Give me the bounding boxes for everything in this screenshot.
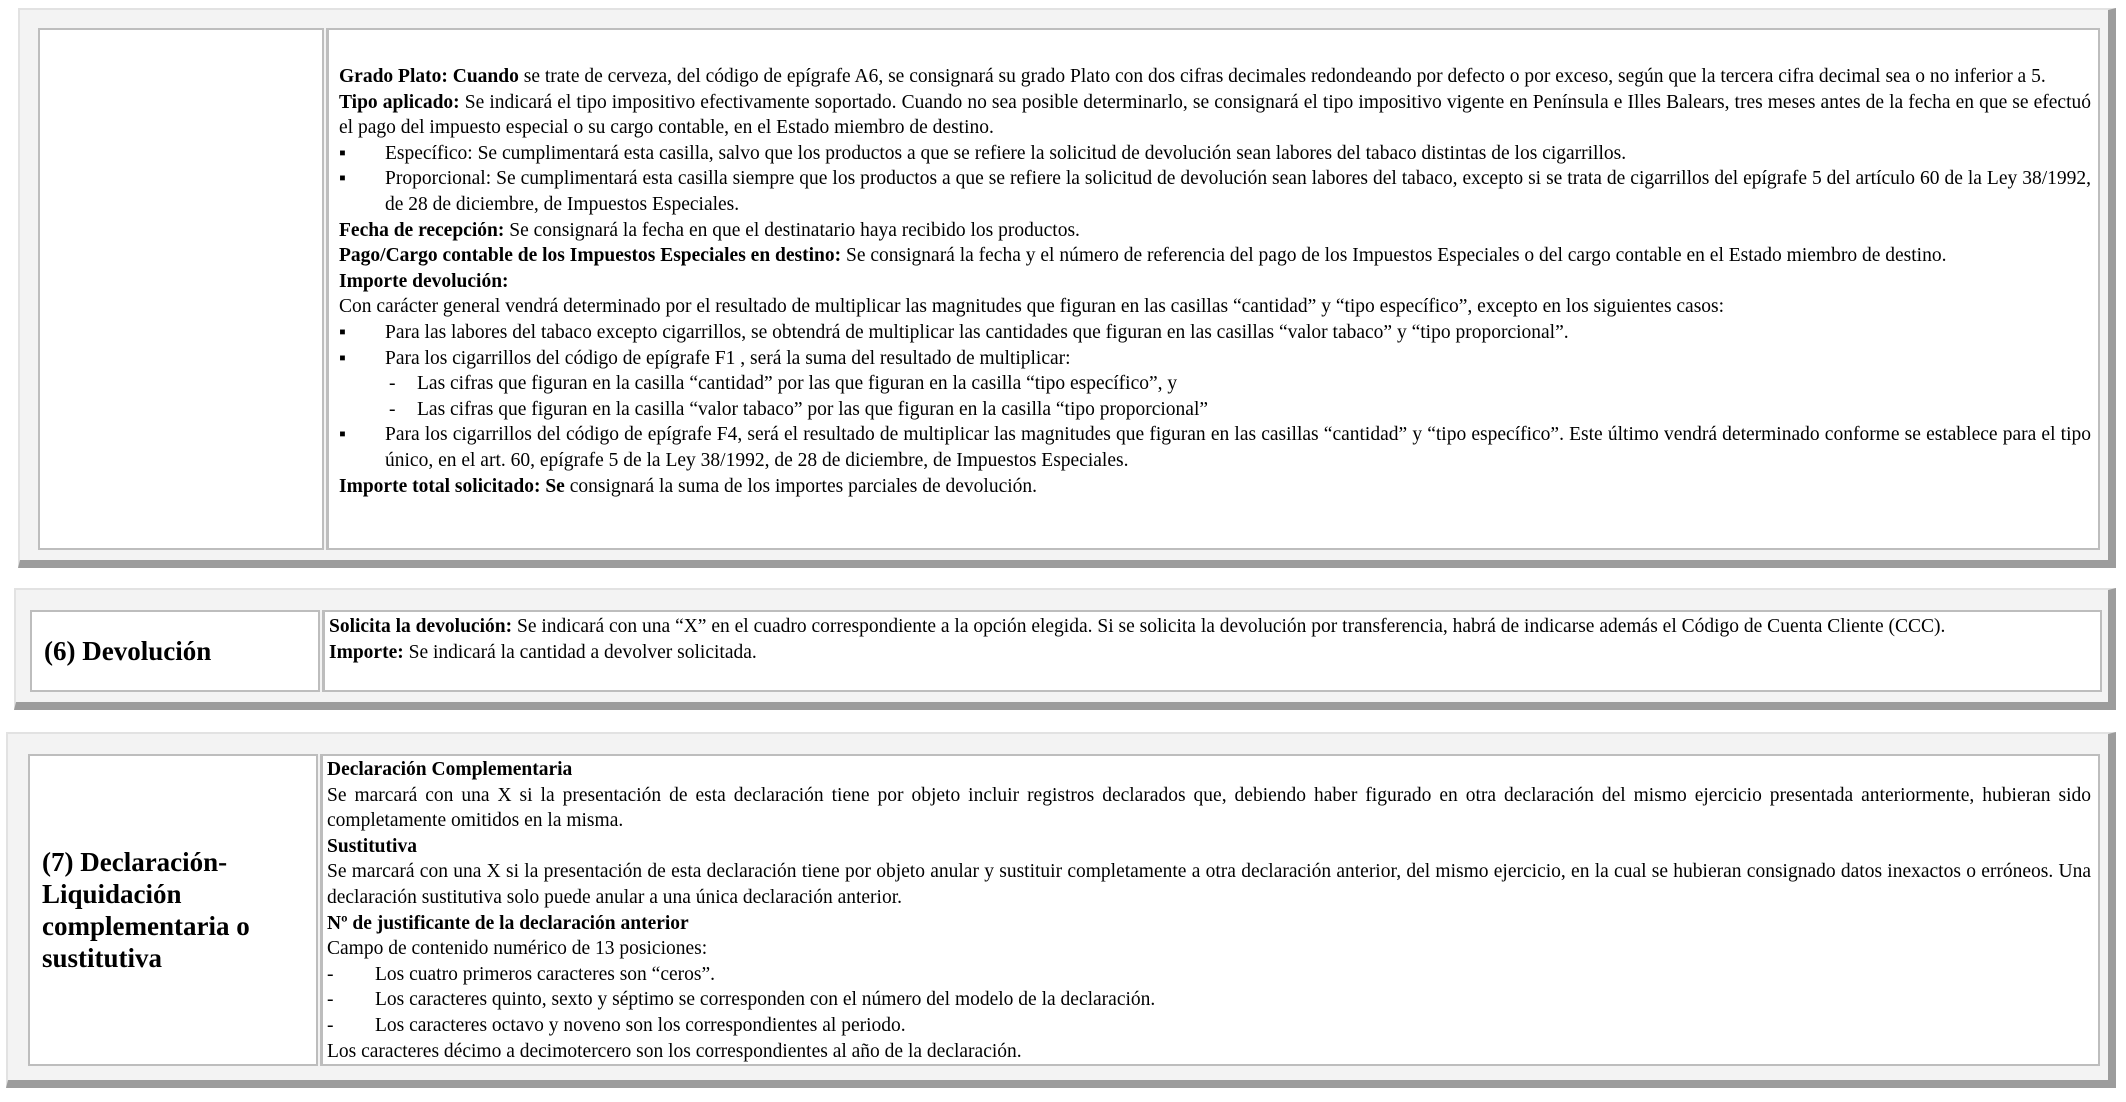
grado-plato-paragraph [339, 64, 2091, 90]
importe-paragraph [329, 640, 2093, 666]
sustitutiva-paragraph: Se marcará con una X si la presentación de esta declaración tiene por objeto anular y sustituir completamente a otra declaración anterior, del mismo ejercicio, en la cual se hubieran consignado datos inexactos o erróneos. Una declaración sustitutiva solo puede anular a una única declaración anterior. [327, 861, 2091, 908]
grado-plato-label: Grado Plato: Cuando [339, 66, 519, 87]
list-item-text: Específico: Se cumplimentará esta casilla, salvo que los productos a que se refiere la solicitud de devolución sean labores del tabaco distintas de los cigarrillos. [385, 142, 1627, 164]
solicita-label: Solicita la devolución: [329, 616, 513, 637]
list-item-text: Los cuatro primeros caracteres son “ceros”. [375, 963, 716, 985]
section6-title: (6) Devolución [44, 636, 212, 666]
fecha-paragraph [339, 218, 2091, 244]
justificante-label: Nº de justificante de la declaración anterior [327, 912, 689, 934]
list-item [339, 320, 2091, 346]
importe-text: Se indicará la cantidad a devolver solicitada. [403, 641, 757, 663]
fecha-text: Se consignará la fecha en que el destinatario haya recibido los productos. [504, 219, 1080, 241]
dash-marker: - [389, 398, 396, 420]
grado-plato-text: se trate de cerveza, del código de epígrafe A6, se consignará su grado Plato con dos cifras decimales redondeando por defecto o por exceso, según que la tercera cifra decimal sea o no inferior a 5. [518, 66, 2046, 87]
dash-marker: - [327, 1014, 334, 1036]
pago-text: Se consignará la fecha y el número de referencia del pago de los Impuestos Especiales o del cargo contable en el Estado miembro de destino. [841, 245, 1947, 267]
list-item [339, 346, 2091, 372]
sub-list-item-text: Las cifras que figuran en la casilla “cantidad” por las que figuran en la casilla “tipo específico”, y [417, 373, 1178, 395]
sustitutiva-heading [327, 834, 2091, 860]
dash-marker: - [389, 373, 396, 395]
pago-label: Pago/Cargo contable de los Impuestos Especiales en destino: [339, 245, 842, 267]
tipo-aplicado-label: Tipo aplicado: [339, 91, 460, 113]
tipo-aplicado-paragraph [339, 90, 2091, 141]
section7-title: (7) Declaración-Liquidación complementaria o sustitutiva [42, 847, 250, 973]
solicita-paragraph [329, 614, 2093, 640]
section6-panel [14, 588, 2116, 710]
dash-marker: - [327, 989, 334, 1011]
sub-list-item [339, 397, 2091, 423]
complementaria-heading [327, 757, 2091, 783]
bullet-marker: ▪ [339, 347, 346, 369]
importe-paragraph: Con carácter general vendrá determinado por el resultado de multiplicar las magnitudes que figuran en las casillas “cantidad” y “tipo específico”, excepto en los siguientes casos: [339, 296, 1725, 318]
total-label: Importe total solicitado: Se [339, 475, 565, 497]
list-item [327, 1013, 2091, 1039]
justificante-heading [327, 911, 2091, 937]
list-item [339, 422, 2091, 473]
section7-title-cell [28, 754, 318, 1066]
section7-text [327, 757, 2091, 1064]
list-item [339, 141, 2091, 167]
justificante-last: Los caracteres décimo a decimotercero son los correspondientes al año de la declaración. [327, 1040, 1022, 1062]
importe-label: Importe: [329, 641, 404, 663]
complementaria-label: Declaración Complementaria [327, 759, 573, 780]
total-paragraph [339, 474, 2091, 500]
list-item [339, 166, 2091, 217]
section6-content-cell [322, 610, 2102, 692]
sustitutiva-label: Sustitutiva [327, 835, 417, 857]
section5-content-cell [326, 28, 2100, 550]
section7-panel [6, 732, 2116, 1088]
section5-label-cell [38, 28, 324, 550]
complementaria-paragraph: Se marcará con una X si la presentación de esta declaración tiene por objeto incluir registros declarados que, debiendo haber figurado en otra declaración del mismo ejercicio presentada anteriormente, hubieran sido completamente omitidos en la misma. [327, 784, 2091, 832]
list-item-text: Proporcional: Se cumplimentará esta casilla siempre que los productos a que se refiere la solicitud de devolución sean labores del tabaco, excepto si se trata de cigarrillos del epígrafe 5 del artículo 60 de la Ley 38/1992, de 28 de diciembre, de Impuestos Especiales. [385, 168, 2091, 215]
list-item [327, 962, 2091, 988]
section5-panel [18, 8, 2116, 568]
section6-title-cell [30, 610, 320, 692]
sub-list-item-text: Las cifras que figuran en la casilla “valor tabaco” por las que figuran en la casilla “tipo proporcional” [417, 398, 1209, 420]
list-item-text: Para los cigarrillos del código de epígrafe F1 , será la suma del resultado de multiplicar: [385, 347, 1071, 369]
list-item-text: Para los cigarrillos del código de epígrafe F4, será el resultado de multiplicar las magnitudes que figuran en las casillas “cantidad” y “tipo específico”. Este último vendrá determinado conforme se establece para el tipo único, en el art. 60, epígrafe 5 de la Ley 38/1992, de 28 de diciembre, de Impuestos Especiales. [385, 424, 2091, 471]
bullet-marker: ▪ [339, 168, 346, 190]
bullet-marker: ▪ [339, 142, 346, 164]
bullet-marker: ▪ [339, 424, 346, 446]
fecha-label: Fecha de recepción: [339, 219, 505, 241]
list-item [327, 987, 2091, 1013]
importe-label: Importe devolución: [339, 270, 509, 292]
list-item-text: Los caracteres quinto, sexto y séptimo se corresponden con el número del modelo de la declaración. [375, 989, 1156, 1011]
list-item-text: Para las labores del tabaco excepto cigarrillos, se obtendrá de multiplicar las cantidades que figuran en las casillas “valor tabaco” y “tipo proporcional”. [385, 321, 1569, 343]
justificante-paragraph: Campo de contenido numérico de 13 posiciones: [327, 938, 708, 960]
section5-text [339, 64, 2091, 499]
importe-heading [339, 269, 2091, 295]
section7-content-cell [320, 754, 2100, 1066]
pago-paragraph [339, 243, 2091, 269]
dash-marker: - [327, 963, 334, 985]
section6-text [329, 614, 2093, 665]
tipo-aplicado-text: Se indicará el tipo impositivo efectivamente soportado. Cuando no sea posible determinarlo, se consignará el tipo impositivo vigente en Península e Illes Balears, tres meses antes de la fecha en que se efectuó el pago del impuesto especial o su cargo contable, en el Estado miembro de destino. [339, 91, 2092, 139]
total-text: consignará la suma de los importes parciales de devolución. [564, 475, 1038, 497]
list-item-text: Los caracteres octavo y noveno son los correspondientes al periodo. [375, 1014, 906, 1036]
bullet-marker: ▪ [339, 321, 346, 343]
sub-list-item [339, 371, 2091, 397]
solicita-text: Se indicará con una “X” en el cuadro correspondiente a la opción elegida. Si se solicita la devolución por transferencia, habrá de indicarse además el Código de Cuenta Cliente (CCC). [512, 616, 1946, 637]
